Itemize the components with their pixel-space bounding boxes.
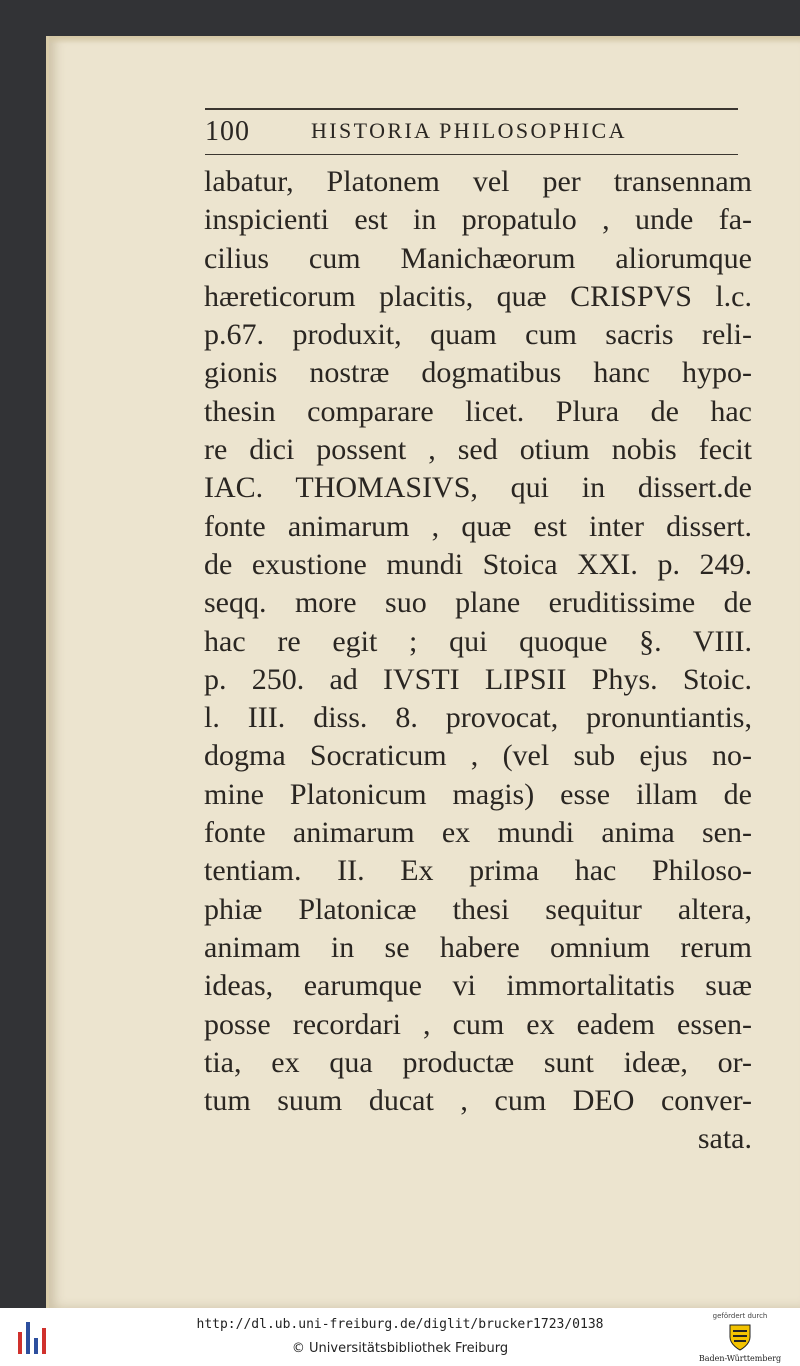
text-line: dogma Socraticum , (vel sub ejus no- bbox=[204, 739, 752, 773]
text-line: phiæ Platonicæ thesi sequitur altera, bbox=[204, 892, 752, 926]
sponsor-block bbox=[692, 1311, 788, 1365]
sponsor-label: gefördert durch bbox=[712, 1312, 768, 1320]
body-text bbox=[204, 163, 752, 1159]
text-line: IAC. THOMASIVS, qui in dissert.de bbox=[204, 471, 752, 505]
header-rule-top bbox=[205, 108, 738, 110]
sponsor-name: Baden-Württemberg bbox=[698, 1354, 782, 1363]
page-header bbox=[205, 114, 738, 154]
text-line: fonte animarum , quæ est inter dissert. bbox=[204, 509, 752, 543]
text-line: p.67. produxit, quam cum sacris reli- bbox=[204, 318, 752, 352]
page-number: 100 bbox=[205, 116, 250, 147]
text-line: tentiam. II. Ex prima hac Philoso- bbox=[204, 854, 752, 888]
text-line: tia, ex qua productæ sunt ideæ, or- bbox=[204, 1045, 752, 1079]
text-line: cilius cum Manichæorum aliorumque bbox=[204, 241, 752, 275]
text-line: de exustione mundi Stoica XXI. p. 249. bbox=[204, 547, 752, 581]
text-line: tum suum ducat , cum DEO conver- bbox=[204, 1084, 752, 1118]
copyright-notice: © Universitätsbibliothek Freiburg bbox=[291, 1341, 509, 1356]
viewer-footer bbox=[0, 1308, 800, 1366]
text-line: labatur, Platonem vel per transennam bbox=[204, 165, 752, 198]
running-head: HISTORIA PHILOSOPHICA bbox=[311, 118, 627, 143]
text-line: hac re egit ; qui quoque §. VIII. bbox=[204, 624, 752, 658]
text-line: l. III. diss. 8. provocat, pronuntiantis, bbox=[204, 701, 752, 735]
text-line: ideas, earumque vi immortalitatis suæ bbox=[204, 969, 752, 1003]
text-line: p. 250. ad IVSTI LIPSII Phys. Stoic. bbox=[204, 662, 752, 696]
text-line: hæreticorum placitis, quæ CRISPVS l.c. bbox=[204, 279, 752, 313]
text-line: mine Platonicum magis) esse illam de bbox=[204, 777, 752, 811]
text-line: inspicienti est in propatulo , unde fa- bbox=[204, 203, 752, 237]
text-line: animam in se habere omnium rerum bbox=[204, 930, 752, 964]
text-line-last: sata. bbox=[697, 1122, 752, 1156]
coat-of-arms-icon bbox=[728, 1322, 752, 1352]
text-line: re dici possent , sed otium nobis fecit bbox=[204, 433, 752, 467]
text-line: thesin comparare licet. Plura de hac bbox=[204, 394, 752, 428]
header-rule-bottom bbox=[205, 154, 738, 155]
text-line: gionis nostræ dogmatibus hanc hypo- bbox=[204, 356, 752, 390]
page-url[interactable]: http://dl.ub.uni-freiburg.de/diglit/brucker1723/0138 bbox=[196, 1317, 604, 1332]
text-line: fonte animarum ex mundi anima sen- bbox=[204, 816, 752, 850]
text-line: seqq. more suo plane eruditissime de bbox=[204, 586, 752, 620]
text-line: posse recordari , cum ex eadem essen- bbox=[204, 1007, 752, 1041]
